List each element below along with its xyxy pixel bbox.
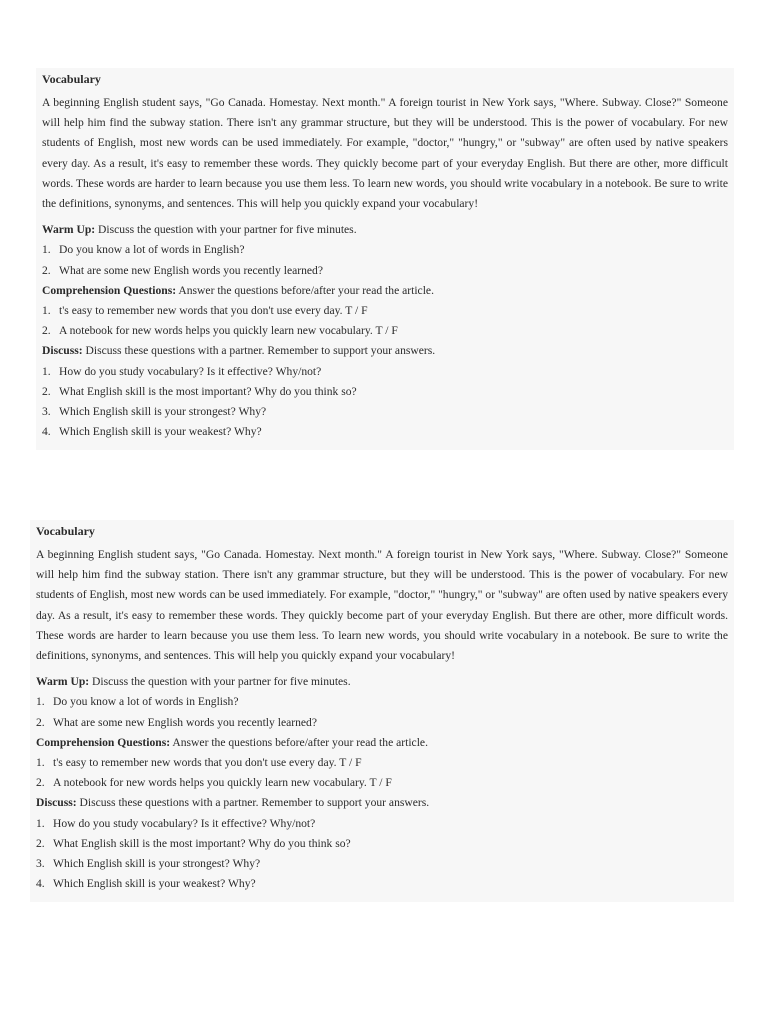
worksheet-card-top bbox=[36, 68, 734, 450]
item-text: A notebook for new words helps you quickly learn new vocabulary. T / F bbox=[59, 324, 398, 338]
list-item bbox=[36, 713, 728, 733]
item-text: What English skill is the most important? Why do you think so? bbox=[59, 384, 357, 398]
item-number: 1. bbox=[36, 816, 45, 830]
warm-up-heading bbox=[36, 672, 728, 692]
list-item bbox=[36, 753, 728, 773]
list-item bbox=[36, 773, 728, 793]
item-number: 2. bbox=[42, 384, 51, 398]
item-text: What are some new English words you recently learned? bbox=[53, 715, 317, 729]
item-number: 3. bbox=[36, 857, 45, 871]
discuss-label: Discuss: bbox=[36, 796, 77, 810]
warm-up-heading bbox=[42, 220, 728, 240]
item-text: What English skill is the most important? Why do you think so? bbox=[53, 836, 351, 850]
worksheet-card-bottom bbox=[30, 520, 734, 902]
comprehension-instruction: Answer the questions before/after your read the article. bbox=[176, 283, 434, 297]
item-text: How do you study vocabulary? Is it effective? Why/not? bbox=[53, 816, 316, 830]
warm-up-instruction: Discuss the question with your partner for five minutes. bbox=[89, 675, 351, 689]
item-number: 2. bbox=[36, 836, 45, 850]
discuss-instruction: Discuss these questions with a partner. Remember to support your answers. bbox=[82, 344, 436, 358]
list-item bbox=[42, 261, 728, 281]
list-item bbox=[42, 240, 728, 260]
comprehension-instruction: Answer the questions before/after your read the article. bbox=[170, 735, 428, 749]
comprehension-label: Comprehension Questions: bbox=[36, 735, 171, 749]
worksheet-title: Vocabulary bbox=[36, 524, 95, 538]
article-paragraph: A beginning English student says, "Go Canada. Homestay. Next month." A foreign tourist in New York says, "Where. Subway. Close?" Someone will help him find the subway station. There isn't any grammar structure, but they will be understood. This is the power of vocabulary. For new students of English, most new words can be used immediately. For example, "doctor," "hungry," or "subway" are often used by native speakers every day. As a result, it's easy to remember these words. They quickly become part of your everyday English. But there are other, more difficult words. These words are harder to learn because you use them less. To learn new words, you should write vocabulary in a notebook. Be sure to write the definitions, synonyms, and sentences. This will help you quickly expand your vocabulary! bbox=[36, 548, 728, 663]
item-number: 1. bbox=[36, 756, 45, 770]
list-item bbox=[36, 692, 728, 712]
warm-up-label: Warm Up: bbox=[36, 675, 90, 689]
item-number: 4. bbox=[36, 877, 45, 891]
article-paragraph: A beginning English student says, "Go Canada. Homestay. Next month." A foreign tourist in New York says, "Where. Subway. Close?" Someone will help him find the subway station. There isn't any grammar structure, but they will be understood. This is the power of vocabulary. For new students of English, most new words can be used immediately. For example, "doctor," "hungry," or "subway" are often used by native speakers every day. As a result, it's easy to remember these words. They quickly become part of your everyday English. But there are other, more difficult words. These words are harder to learn because you use them less. To learn new words, you should write vocabulary in a notebook. Be sure to write the definitions, synonyms, and sentences. This will help you quickly expand your vocabulary! bbox=[42, 96, 728, 211]
list-item bbox=[42, 321, 728, 341]
discuss-heading bbox=[36, 793, 728, 813]
item-number: 2. bbox=[42, 324, 51, 338]
item-number: 4. bbox=[42, 425, 51, 439]
comprehension-heading bbox=[42, 281, 728, 301]
discuss-label: Discuss: bbox=[42, 344, 83, 358]
list-item bbox=[36, 814, 728, 834]
item-text: Which English skill is your weakest? Why? bbox=[59, 425, 262, 439]
list-item bbox=[36, 854, 728, 874]
item-text: t's easy to remember new words that you don't use every day. T / F bbox=[59, 304, 368, 318]
warm-up-instruction: Discuss the question with your partner for five minutes. bbox=[95, 223, 357, 237]
item-number: 3. bbox=[42, 405, 51, 419]
item-number: 2. bbox=[36, 715, 45, 729]
list-item bbox=[36, 874, 728, 894]
item-text: Do you know a lot of words in English? bbox=[59, 243, 245, 257]
item-number: 1. bbox=[42, 364, 51, 378]
item-text: How do you study vocabulary? Is it effective? Why/not? bbox=[59, 364, 322, 378]
comprehension-heading bbox=[36, 733, 728, 753]
item-text: What are some new English words you recently learned? bbox=[59, 263, 323, 277]
item-text: A notebook for new words helps you quickly learn new vocabulary. T / F bbox=[53, 776, 392, 790]
list-item bbox=[36, 834, 728, 854]
discuss-instruction: Discuss these questions with a partner. Remember to support your answers. bbox=[76, 796, 430, 810]
warm-up-label: Warm Up: bbox=[42, 223, 96, 237]
item-text: Which English skill is your strongest? Why? bbox=[53, 857, 261, 871]
list-item bbox=[42, 422, 728, 442]
worksheet-title: Vocabulary bbox=[42, 72, 101, 86]
item-number: 2. bbox=[42, 263, 51, 277]
item-number: 1. bbox=[42, 243, 51, 257]
list-item bbox=[42, 382, 728, 402]
item-number: 2. bbox=[36, 776, 45, 790]
discuss-heading bbox=[42, 341, 728, 361]
list-item bbox=[42, 301, 728, 321]
item-text: t's easy to remember new words that you don't use every day. T / F bbox=[53, 756, 362, 770]
item-text: Do you know a lot of words in English? bbox=[53, 695, 239, 709]
item-text: Which English skill is your strongest? Why? bbox=[59, 405, 267, 419]
comprehension-label: Comprehension Questions: bbox=[42, 283, 177, 297]
item-number: 1. bbox=[36, 695, 45, 709]
item-number: 1. bbox=[42, 304, 51, 318]
item-text: Which English skill is your weakest? Why? bbox=[53, 877, 256, 891]
list-item bbox=[42, 402, 728, 422]
list-item bbox=[42, 362, 728, 382]
